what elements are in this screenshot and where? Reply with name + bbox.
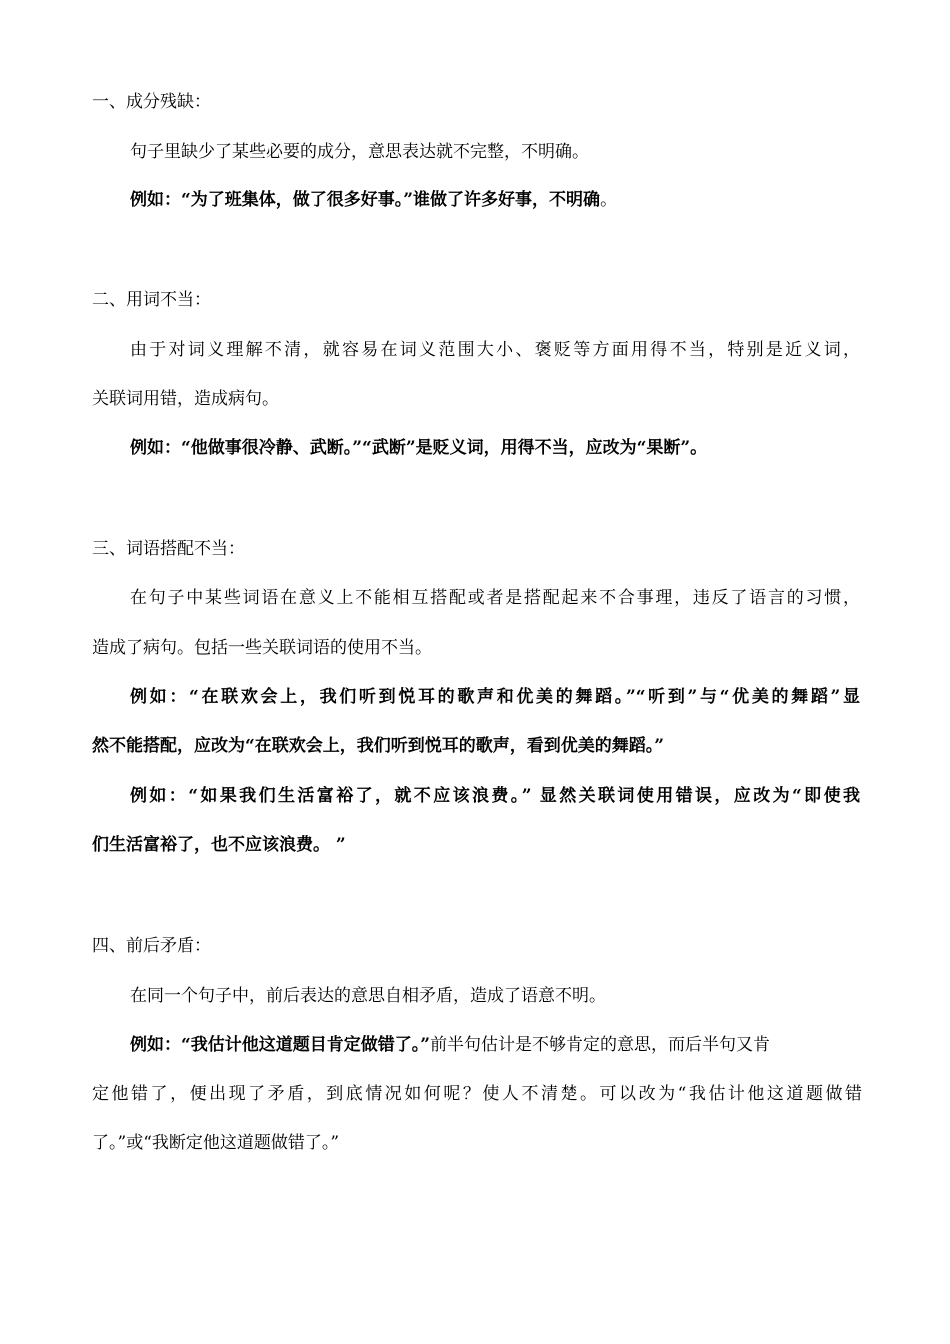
section-body-3-line-1: 在句子中某些词语在意义上不能相互搭配或者是搭配起来不合事理，违反了语言的习惯， <box>130 588 860 608</box>
example-3b-line-1: 例如：“如果我们生活富裕了，就不应该浪费。” 显然关联词使用错误，应改为“即使我 <box>130 786 860 806</box>
section-heading-1: 一、成分残缺： <box>92 92 211 112</box>
example-4-line-1 <box>130 1033 770 1057</box>
section-body-2-line-2: 关联词用错，造成病句。 <box>92 389 279 409</box>
section-body-4: 在同一个句子中，前后表达的意思自相矛盾，造成了语意不明。 <box>130 986 606 1006</box>
example-3b-line-2: 们生活富裕了，也不应该浪费。 ” <box>92 835 346 855</box>
example-1 <box>130 188 617 212</box>
example-4-line-3: 了。”或“我断定他这道题做错了。” <box>92 1133 340 1153</box>
example-3a-line-2: 然不能搭配，应改为“在联欢会上，我们听到悦耳的歌声，看到优美的舞蹈。” <box>92 736 665 756</box>
example-tail-text: 。 <box>600 190 618 210</box>
example-bold-text: 例如：“为了班集体，做了很多好事。”谁做了许多好事，不明确 <box>130 190 601 210</box>
example-bold-text: 例如：“我估计他这道题目肯定做错了。” <box>130 1035 431 1055</box>
section-body-2-line-1: 由于对词义理解不清，就容易在词义范围大小、褒贬等方面用得不当，特别是近义词， <box>130 340 860 360</box>
section-body-3-line-2: 造成了病句。包括一些关联词语的使用不当。 <box>92 638 432 658</box>
example-2: 例如：“他做事很冷静、武断。”“武断”是贬义词，用得不当，应改为“果断”。 <box>130 438 708 458</box>
example-rest-text: 前半句估计是不够肯定的意思，而后半句又肯 <box>430 1035 771 1055</box>
example-3a-line-1: 例如：“在联欢会上，我们听到悦耳的歌声和优美的舞蹈。”“听到”与“优美的舞蹈”显 <box>130 687 860 707</box>
section-heading-3: 三、词语搭配不当： <box>92 539 245 559</box>
example-4-line-2: 定他错了，便出现了矛盾，到底情况如何呢？使人不清楚。可以改为“我估计他这道题做错 <box>92 1084 862 1104</box>
section-heading-2: 二、用词不当： <box>92 290 211 310</box>
section-body-1: 句子里缺少了某些必要的成分，意思表达就不完整，不明确。 <box>130 142 589 162</box>
section-heading-4: 四、前后矛盾： <box>92 936 211 956</box>
